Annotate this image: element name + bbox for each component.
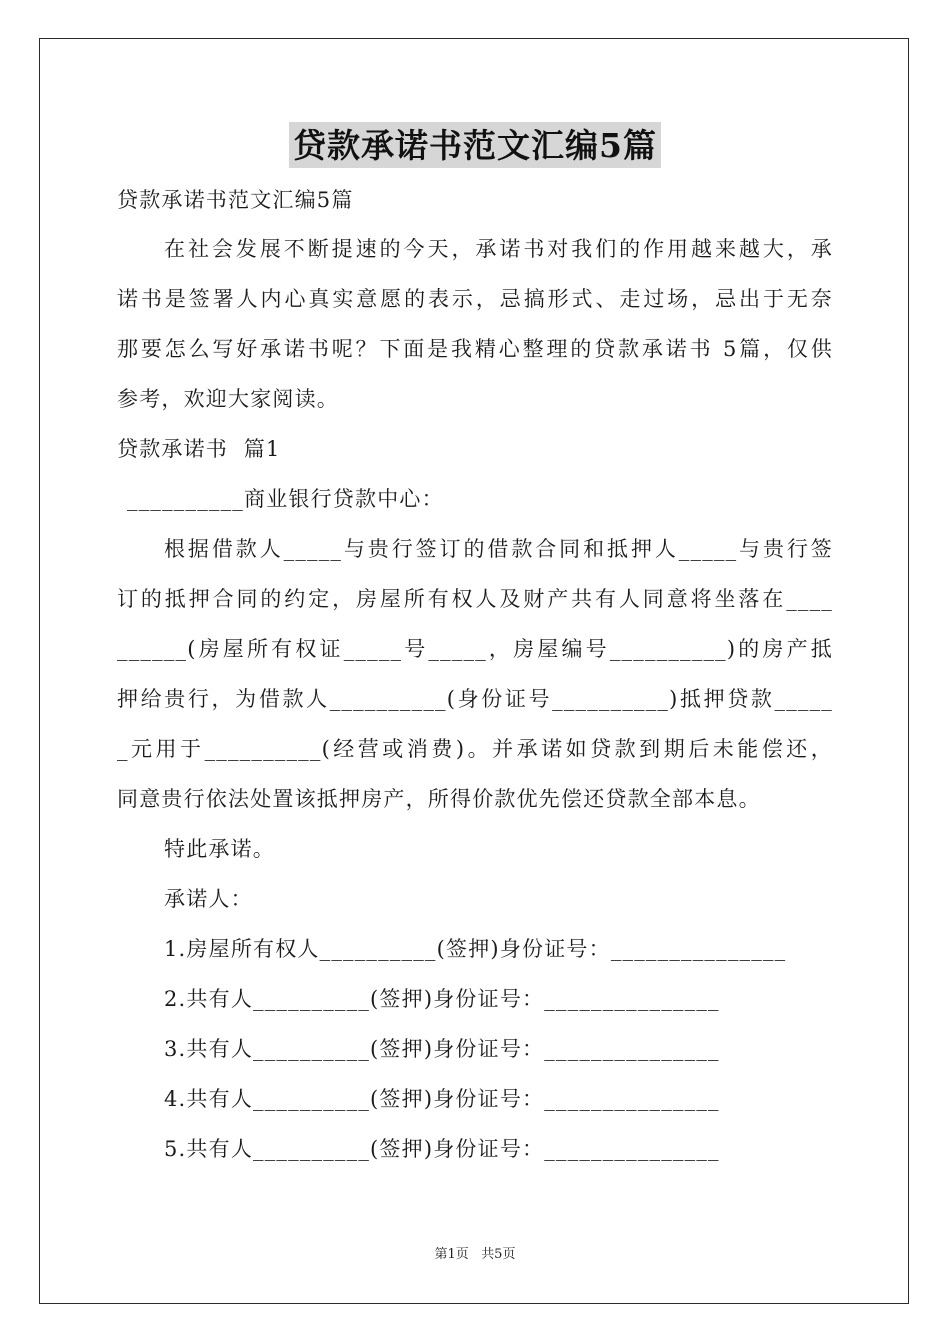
page-number-footer: 第1页 共5页 <box>434 1247 516 1262</box>
document-subtitle: 贷款承诺书范文汇编5篇 <box>117 188 354 212</box>
signer-label: 承诺人： <box>164 887 253 911</box>
title-block <box>0 122 950 168</box>
addressee-line: __________商业银行贷款中心： <box>127 487 444 511</box>
intro-line-1: 在社会发展不断提速的今天，承诺书对我们的作用越来越大，承 <box>164 237 833 261</box>
signer-line-1: 1.房屋所有权人__________(签押)身份证号：_______________ <box>164 937 787 961</box>
body-line-6: 同意贵行依法处置该抵押房产，所得价款优先偿还贷款全部本息。 <box>117 787 761 811</box>
signer-line-5: 5.共有人__________(签押)身份证号：_______________ <box>164 1137 720 1161</box>
closing-line: 特此承诺。 <box>164 837 275 861</box>
body-line-4: 押给贵行，为借款人__________(身份证号__________)抵押贷款_____ <box>117 687 833 711</box>
page-border <box>39 38 909 1304</box>
body-line-2: 订的抵押合同的约定，房屋所有权人及财产共有人同意将坐落在____ <box>117 587 833 611</box>
intro-line-4: 参考，欢迎大家阅读。 <box>117 387 339 411</box>
body-line-5: _元用于__________(经营或消费)。并承诺如贷款到期后未能偿还， <box>117 737 833 761</box>
body-line-1: 根据借款人_____与贵行签订的借款合同和抵押人_____与贵行签 <box>164 537 833 561</box>
body-line-3: ______(房屋所有权证_____号_____，房屋编号__________)的房产抵 <box>117 637 833 661</box>
section-heading: 贷款承诺书 篇1 <box>117 437 281 461</box>
intro-line-2: 诺书是签署人内心真实意愿的表示，忌搞形式、走过场，忌出于无奈 <box>117 287 833 311</box>
signer-line-3: 3.共有人__________(签押)身份证号：_______________ <box>164 1037 720 1061</box>
signer-line-4: 4.共有人__________(签押)身份证号：_______________ <box>164 1087 720 1111</box>
signer-line-2: 2.共有人__________(签押)身份证号：_______________ <box>164 987 720 1011</box>
document-title: 贷款承诺书范文汇编5篇 <box>289 122 661 168</box>
intro-line-3: 那要怎么写好承诺书呢？下面是我精心整理的贷款承诺书 5篇，仅供 <box>117 337 833 361</box>
